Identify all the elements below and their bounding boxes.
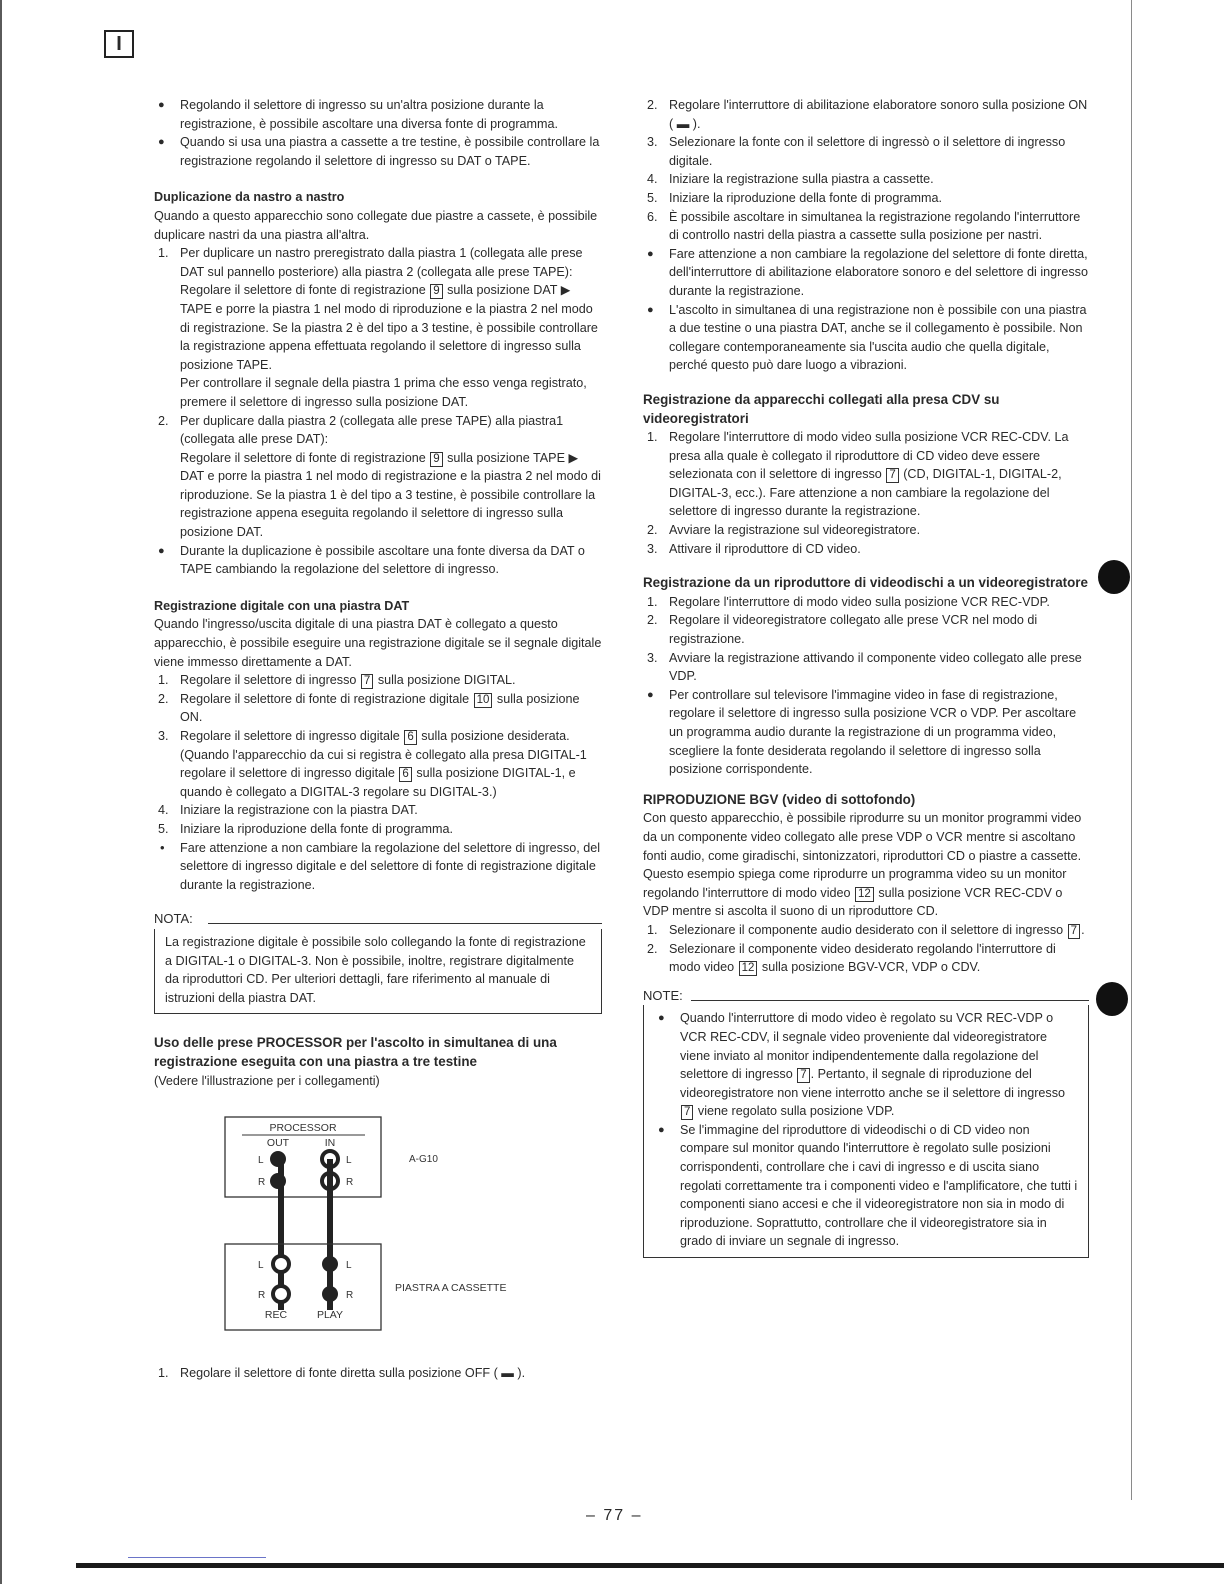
vdp-step-1: 1. Regolare l'interruttore di modo video sulla posizione VCR REC-VDP. bbox=[647, 594, 1050, 609]
jack-label-r: R bbox=[346, 1290, 354, 1302]
dat-step-1: 1. Regolare il selettore di ingresso 7 sulla posizione DIGITAL. bbox=[158, 673, 516, 688]
language-mark: I bbox=[104, 30, 134, 58]
jack-label-l: L bbox=[258, 1155, 264, 1167]
control-ref-6: 6 bbox=[404, 730, 416, 745]
control-ref-7: 7 bbox=[1068, 924, 1080, 939]
jack-label-l: L bbox=[346, 1155, 352, 1167]
processor-step-6: 6. È possibile ascoltare in simultanea la registrazione regolando l'interruttore di controllo nastri della piastra a cassette sulla posizione per nastri. bbox=[647, 209, 1081, 243]
page-edge-right bbox=[1131, 0, 1132, 1500]
section-title-vdp: Registrazione da un riproduttore di videodischi a un videoregistratore bbox=[643, 575, 1088, 591]
nota-box bbox=[154, 929, 602, 1014]
margin-dot bbox=[1098, 560, 1130, 594]
left-column bbox=[154, 96, 602, 1383]
bgv-paragraph-2: Questo esempio spiega come riprodurre un programma video su un monitor regolando l'interruttore di modo video 12 sulla posizione VCR REC-CDV o VDP mentre si ascolta il suono di un riproduttore CD. bbox=[643, 867, 1067, 919]
vdp-step-3: 3. Avviare la registrazione attivando il componente video collegato alle prese VDP. bbox=[647, 650, 1082, 684]
note-bullet: ● Se l'immagine del riproduttore di videodischi o di CD video non compare sul monitor quando l'interruttore è regolato sulle posizioni corrispondenti, controllare che i cavi di ingresso e di uscita siano regolati correttamente tra i componenti video e l'amplificatore, che tutti i componenti siano accesi e che il videoregistratore non sia in modo di riproduzione. Soprattutto, controllare che il videoregistratore sia in grado di inviare un segnale di ingresso. bbox=[654, 1121, 1078, 1251]
cdv-step-3: 3. Attivare il riproduttore di CD video. bbox=[647, 541, 861, 556]
nota-text: La registrazione digitale è possibile solo collegando la fonte di registrazione a DIGITAL-1 o DIGITAL-3. Non è possibile, inoltre, registrare digitalmente da riproduttori CD. Per ulteriori dettagli, fare riferimento al manuale di istruzioni della piastra DAT. bbox=[165, 934, 586, 1005]
dat-bullet: • Fare attenzione a non cambiare la regolazione del selettore di ingresso, del selettore di ingresso digitale e del selettore di fonte di registrazione digitale durante la registrazione. bbox=[154, 839, 602, 895]
control-ref-9: 9 bbox=[430, 452, 442, 467]
intro-bullet: ● Regolando il selettore di ingresso su un'altra posizione durante la registrazione, è possibile ascoltare una diversa fonte di programma. bbox=[154, 96, 602, 133]
cassette-label: PIASTRA A CASSETTE bbox=[395, 1282, 507, 1295]
processor-step-2: 2. Regolare l'interruttore di abilitazione elaboratore sonoro sulla posizione ON ( ▬ ). bbox=[647, 98, 1088, 131]
dat-intro: Quando l'ingresso/uscita digitale di una piastra DAT è collegato a questo apparecchio, è possibile eseguire una registrazione digitale se il segnale digitale viene immesso direttamente a DAT. bbox=[154, 617, 602, 669]
jack-label-r: R bbox=[346, 1177, 354, 1189]
processor-step-1: 1. Regolare il selettore di fonte diretta sulla posizione OFF ( ▬ ). bbox=[158, 1366, 526, 1381]
rec-label: REC bbox=[264, 1309, 288, 1322]
page-edge-left bbox=[0, 0, 2, 1584]
processor-step-4: 4. Iniziare la registrazione sulla piastra a cassette. bbox=[647, 172, 934, 187]
cassette-deck-unit bbox=[225, 1244, 381, 1330]
dat-step-2: 2. Regolare il selettore di fonte di registrazione digitale 10 sulla posizione ON. bbox=[158, 691, 580, 725]
margin-dot bbox=[1096, 982, 1128, 1016]
jack-label-r: R bbox=[258, 1177, 266, 1189]
bgv-step-1: 1. Selezionare il componente audio desiderato con il selettore di ingresso 7 . bbox=[647, 922, 1085, 937]
processor-step-3: 3. Selezionare la fonte con il selettore di ingressò o il selettore di ingresso digitale. bbox=[647, 135, 1066, 168]
jack-play-r bbox=[322, 1286, 338, 1302]
footer-bar bbox=[76, 1563, 1224, 1568]
connection-diagram bbox=[154, 1114, 602, 1364]
cdv-step-2: 2. Avviare la registrazione sul videoregistratore. bbox=[647, 523, 921, 538]
model-label: A-G10 bbox=[409, 1154, 438, 1166]
section-title-processor: Uso delle prese PROCESSOR per l'ascolto in simultanea di una registrazione eseguita con una piastra a tre testine bbox=[154, 1035, 557, 1069]
nota-heading: NOTA: bbox=[154, 910, 602, 929]
control-ref-7: 7 bbox=[681, 1105, 693, 1120]
control-ref-12: 12 bbox=[739, 961, 758, 976]
right-column bbox=[643, 96, 1089, 1258]
connection-diagram-svg bbox=[154, 1114, 602, 1364]
dat-step-5: 5. Iniziare la riproduzione della fonte di programma. bbox=[158, 821, 454, 836]
jack-rec-l bbox=[273, 1256, 289, 1272]
jack-label-l: L bbox=[346, 1260, 352, 1272]
control-ref-7: 7 bbox=[886, 468, 898, 483]
intro-bullet: ● Quando si usa una piastra a cassette a tre testine, è possibile controllare la registrazione regolando il selettore di ingresso su DAT o TAPE. bbox=[154, 133, 602, 170]
dat-step-4: 4. Iniziare la registrazione con la piastra DAT. bbox=[158, 803, 418, 818]
note-box bbox=[643, 1005, 1089, 1258]
control-ref-9: 9 bbox=[430, 284, 442, 299]
processor-subtitle: (Vedere l'illustrazione per i collegamenti) bbox=[154, 1073, 380, 1088]
out-label: OUT bbox=[266, 1137, 290, 1150]
footer-rule bbox=[128, 1557, 266, 1558]
in-label: IN bbox=[324, 1137, 336, 1150]
control-ref-10: 10 bbox=[474, 693, 493, 708]
section-title-dat: Registrazione digitale con una piastra DAT bbox=[154, 598, 410, 613]
processor-step-5: 5. Iniziare la riproduzione della fonte di programma. bbox=[647, 190, 943, 205]
duplication-step-2: 2. Per duplicare dalla piastra 2 (collegata alle prese TAPE) alla piastra1 (collegata alle prese DAT): Regolare il selettore di fonte di registrazione 9 sulla posizione TAPE ▶ DAT e porre la piastra 1 nel modo di registrazione e la piastra 2 nel modo di riproduzione. Se la piastra 1 è del tipo a 3 testine, è possibile controllare la registrazione appena eseguita regolando il selettore di ingresso sulla posizione DAT. bbox=[158, 413, 601, 540]
duplication-intro: Quando a questo apparecchio sono collegate due piastre a cassete, è possibile duplicare nastri da una piastra all'altra. bbox=[154, 208, 598, 242]
jack-label-r: R bbox=[258, 1290, 266, 1302]
vdp-bullet: ● Per controllare sul televisore l'immagine video in fase di registrazione, regolare il selettore di ingresso sulla posizione VCR o VDP. Per ascoltare un programma audio durante la registrazione di un programma video, scegliere la fonte desiderata regolando il selettore di ingresso solla posizione corrispondente. bbox=[643, 686, 1089, 779]
cdv-step-1: 1. Regolare l'interruttore di modo video sulla posizione VCR REC-CDV. La presa alla quale è collegato il riproduttore di CD video deve essere selezionata con il selettore di ingresso 7 (CD, DIGITAL-1, DIGITAL-2, DIGITAL-3, ecc.). Fare attenzione a non cambiare la regolazione del selettore di ingresso durante la registrazione. bbox=[647, 430, 1069, 519]
control-ref-6: 6 bbox=[399, 767, 411, 782]
jack-rec-r bbox=[273, 1286, 289, 1302]
processor-bullet: ● Fare attenzione a non cambiare la regolazione del selettore di fonte diretta, dell'interruttore di abilitazione elaboratore sonoro e del selettore di ingresso durante la registrazione. bbox=[643, 245, 1089, 301]
section-title-duplication: Duplicazione da nastro a nastro bbox=[154, 190, 345, 205]
processor-bullet: ● L'ascolto in simultanea di una registrazione non è possibile con una piastra a due testine o una piastra DAT, anche se il collegamento è possibile. Non collegare contemporaneamente sia l'uscita audio che quella digitale, perché questo può dare luogo a vibrazioni. bbox=[643, 301, 1089, 375]
jack-play-l bbox=[322, 1256, 338, 1272]
vdp-step-2: 2. Regolare il videoregistratore collegato alle prese VCR nel modo di registrazione. bbox=[647, 613, 1038, 647]
bgv-paragraph-1: Con questo apparecchio, è possibile riprodurre su un monitor programmi video da un componente video collegato alle prese VDP o VCR mentre si ascoltano fonti audio, come giradischi, sintonizzatori, riproduttori CD o piastre a cassette. bbox=[643, 811, 1082, 863]
duplication-step-1: 1. Per duplicare un nastro preregistrato dalla piastra 1 (collegata alle prese DAT sul pannello posteriore) alla piastra 2 (collegata alle prese TAPE): Regolare il selettore di fonte di registrazione 9 sulla posizione DAT ▶ TAPE e porre la piastra 1 nel modo di riproduzione e la piastra 2 nel modo di registrazione. Se la piastra 2 è del tipo a 3 testine, è possibile controllare la registrazione appena effettuata regolando il selettore di ingresso sulla posizione TAPE. Per controllare il segnale della piastra 1 prima che esso venga registrato, premere il selettore di ingresso sulla posizione DAT. bbox=[158, 246, 598, 409]
page-number: – 77 – bbox=[586, 1507, 643, 1524]
dat-step-3: 3. Regolare il selettore di ingresso digitale 6 sulla posizione desiderata. (Quando l'apparecchio da cui si registra è collegato alla presa DIGITAL-1 regolare il selettore di ingresso digitale 6 sulla posizione DIGITAL-1, e quando è collegato a DIGITAL-3 regolare su DIGITAL-3.) bbox=[158, 729, 587, 799]
note-bullet: ● Quando l'interruttore di modo video è regolato su VCR REC-VDP o VCR REC-CDV, il segnale video proveniente dal videoregistratore viene inviato al monitor indipendentemente dalla regolazione del selettore di ingresso 7 . Pertanto, il segnale di riproduzione del videoregistratore non viene interrotto anche se il selettore di ingresso 7 viene regolato sulla posizione VDP. bbox=[654, 1009, 1078, 1121]
bgv-step-2: 2. Selezionare il componente video desiderato regolando l'interruttore di modo video 12 sulla posizione BGV-VCR, VDP o CDV. bbox=[647, 941, 1056, 975]
duplication-bullet: ● Durante la duplicazione è possibile ascoltare una fonte diversa da DAT o TAPE cambiando la regolazione del selettore di ingresso. bbox=[154, 542, 602, 579]
jack-label-l: L bbox=[258, 1260, 264, 1272]
processor-label: PROCESSOR bbox=[269, 1122, 337, 1135]
section-title-cdv: Registrazione da apparecchi collegati alla presa CDV su videoregistratori bbox=[643, 391, 1000, 426]
control-ref-7: 7 bbox=[797, 1068, 809, 1083]
play-label: PLAY bbox=[316, 1309, 344, 1322]
control-ref-7: 7 bbox=[361, 674, 373, 689]
control-ref-12: 12 bbox=[855, 887, 874, 902]
note-heading: NOTE: bbox=[643, 987, 1089, 1006]
section-title-bgv: RIPRODUZIONE BGV (video di sottofondo) bbox=[643, 791, 916, 807]
